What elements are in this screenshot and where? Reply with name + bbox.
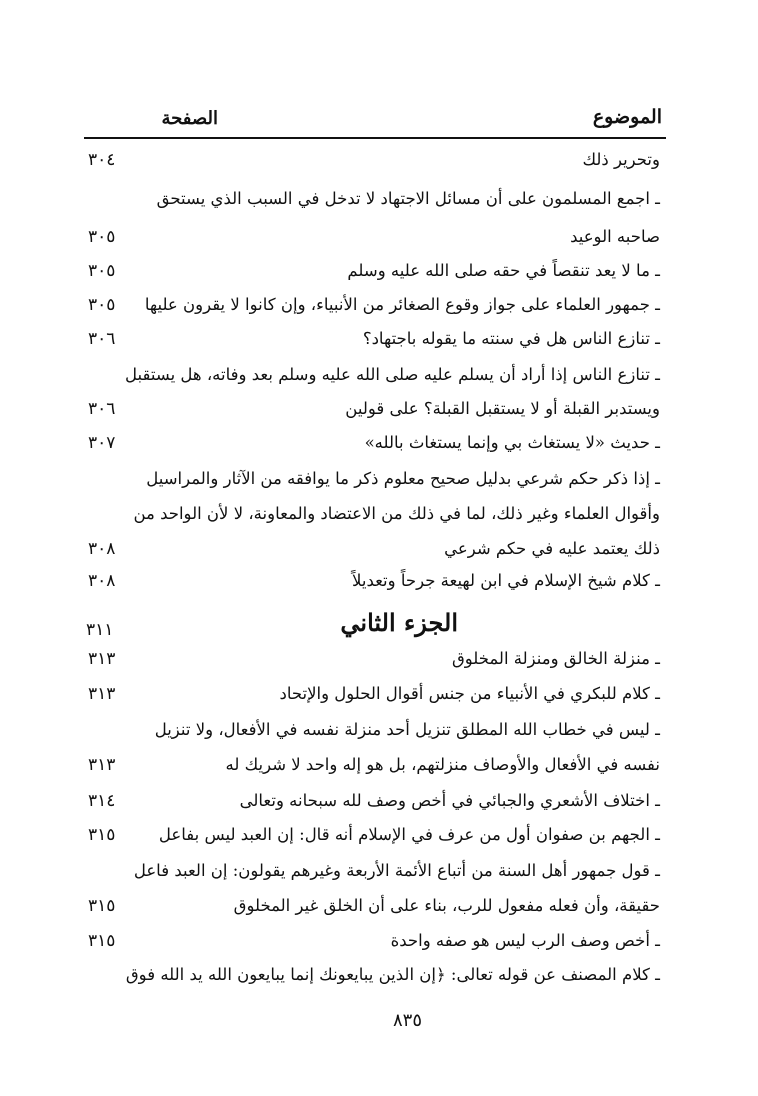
toc-page-number: ٣٠٨ — [88, 571, 116, 591]
toc-line: نفسه في الأفعال والأوصاف منزلتهم، بل هو إله واحد لا شريك له ٣١٣ — [100, 752, 660, 778]
toc-page-number: ٣٠٥ — [88, 261, 116, 281]
toc-line: ويستدبر القبلة أو لا يستقبل القبلة؟ على قولين ٣٠٦ — [100, 396, 660, 422]
toc-page-number: ٣٠٥ — [88, 227, 116, 247]
toc-line: ـ قول جمهور أهل السنة من أتباع الأئمة الأربعة وغيرهم يقولون: إن العبد فاعل — [133, 861, 660, 880]
toc-line: وتحرير ذلك ٣٠٤ — [100, 147, 660, 173]
toc-page-number: ٣٠٦ — [88, 399, 116, 419]
header-topic: الموضوع — [592, 106, 662, 128]
toc-page-number: ٣١٣ — [88, 684, 116, 704]
toc-page-number: ٣٠٨ — [88, 539, 116, 559]
toc-line: ـ حديث «لا يستغاث بي وإنما يستغاث بالله» ٣٠٧ — [100, 430, 660, 456]
toc-line: ـ اجمع المسلمون على أن مسائل الاجتهاد لا تدخل في السبب الذي يستحق — [156, 189, 660, 208]
toc-page-number: ٣١٥ — [88, 931, 116, 951]
header-page: الصفحة — [161, 108, 218, 129]
toc-page-number: ٣١٥ — [88, 825, 116, 845]
toc-line: ـ أخص وصف الرب ليس هو صفه واحدة ٣١٥ — [100, 928, 660, 954]
toc-line: صاحبه الوعيد ٣٠٥ — [100, 224, 660, 250]
toc-line: ـ كلام المصنف عن قوله تعالى: ﴿إن الذين يبايعونك إنما يبايعون الله يد الله فوق — [125, 965, 660, 984]
toc-line: ـ إذا ذكر حكم شرعي بدليل صحيح معلوم ذكر ما يوافقه من الآثار والمراسيل — [146, 469, 660, 488]
section-page-number: ٣١١ — [86, 620, 114, 640]
toc-line: ـ كلام شيخ الإسلام في ابن لهيعة جرحاً وتعديلاً ٣٠٨ — [100, 568, 660, 594]
toc-line: حقيقة، وأن فعله مفعول للرب، بناء على أن الخلق غير المخلوق ٣١٥ — [100, 893, 660, 919]
toc-line: ـ جمهور العلماء على جواز وقوع الصغائر من الأنبياء، وإن كانوا لا يقرون عليها ٣٠٥ — [100, 292, 660, 318]
toc-line: ـ ليس في خطاب الله المطلق تنزيل أحد منزلة نفسه في الأفعال، ولا تنزيل — [154, 720, 660, 739]
toc-page-number: ٣٠٤ — [88, 150, 116, 170]
toc-page-number: ٣١٣ — [88, 755, 116, 775]
toc-page-number: ٣٠٦ — [88, 329, 116, 349]
toc-page-number: ٣١٣ — [88, 649, 116, 669]
page-number-footer: ٨٣٥ — [392, 1010, 422, 1031]
header-rule — [84, 137, 666, 139]
toc-line: ـ تنازع الناس هل في سنته ما يقوله باجتهاد؟ ٣٠٦ — [100, 326, 660, 352]
toc-line: ـ منزلة الخالق ومنزلة المخلوق ٣١٣ — [100, 646, 660, 672]
toc-line: ذلك يعتمد عليه في حكم شرعي ٣٠٨ — [100, 536, 660, 562]
section-title: الجزء الثاني — [340, 608, 458, 637]
toc-line: ـ الجهم بن صفوان أول من عرف في الإسلام أنه قال: إن العبد ليس بفاعل ٣١٥ — [100, 822, 660, 848]
toc-page-number: ٣٠٧ — [88, 433, 116, 453]
toc-line: ـ تنازع الناس إذا أراد أن يسلم عليه صلى الله عليه وسلم بعد وفاته، هل يستقبل — [125, 365, 660, 384]
toc-line: ـ اختلاف الأشعري والجبائي في أخص وصف لله سبحانه وتعالى ٣١٤ — [100, 788, 660, 814]
toc-page-number: ٣٠٥ — [88, 295, 116, 315]
toc-page-number: ٣١٥ — [88, 896, 116, 916]
toc-page-number: ٣١٤ — [88, 791, 116, 811]
toc-line: ـ ما لا يعد تنقصاً في حقه صلى الله عليه وسلم ٣٠٥ — [100, 258, 660, 284]
toc-line: ـ كلام للبكري في الأنبياء من جنس أقوال الحلول والإتحاد ٣١٣ — [100, 681, 660, 707]
toc-line: وأقوال العلماء وغير ذلك، لما في ذلك من الاعتضاد والمعاونة، لا لأن الواحد من — [133, 504, 660, 523]
